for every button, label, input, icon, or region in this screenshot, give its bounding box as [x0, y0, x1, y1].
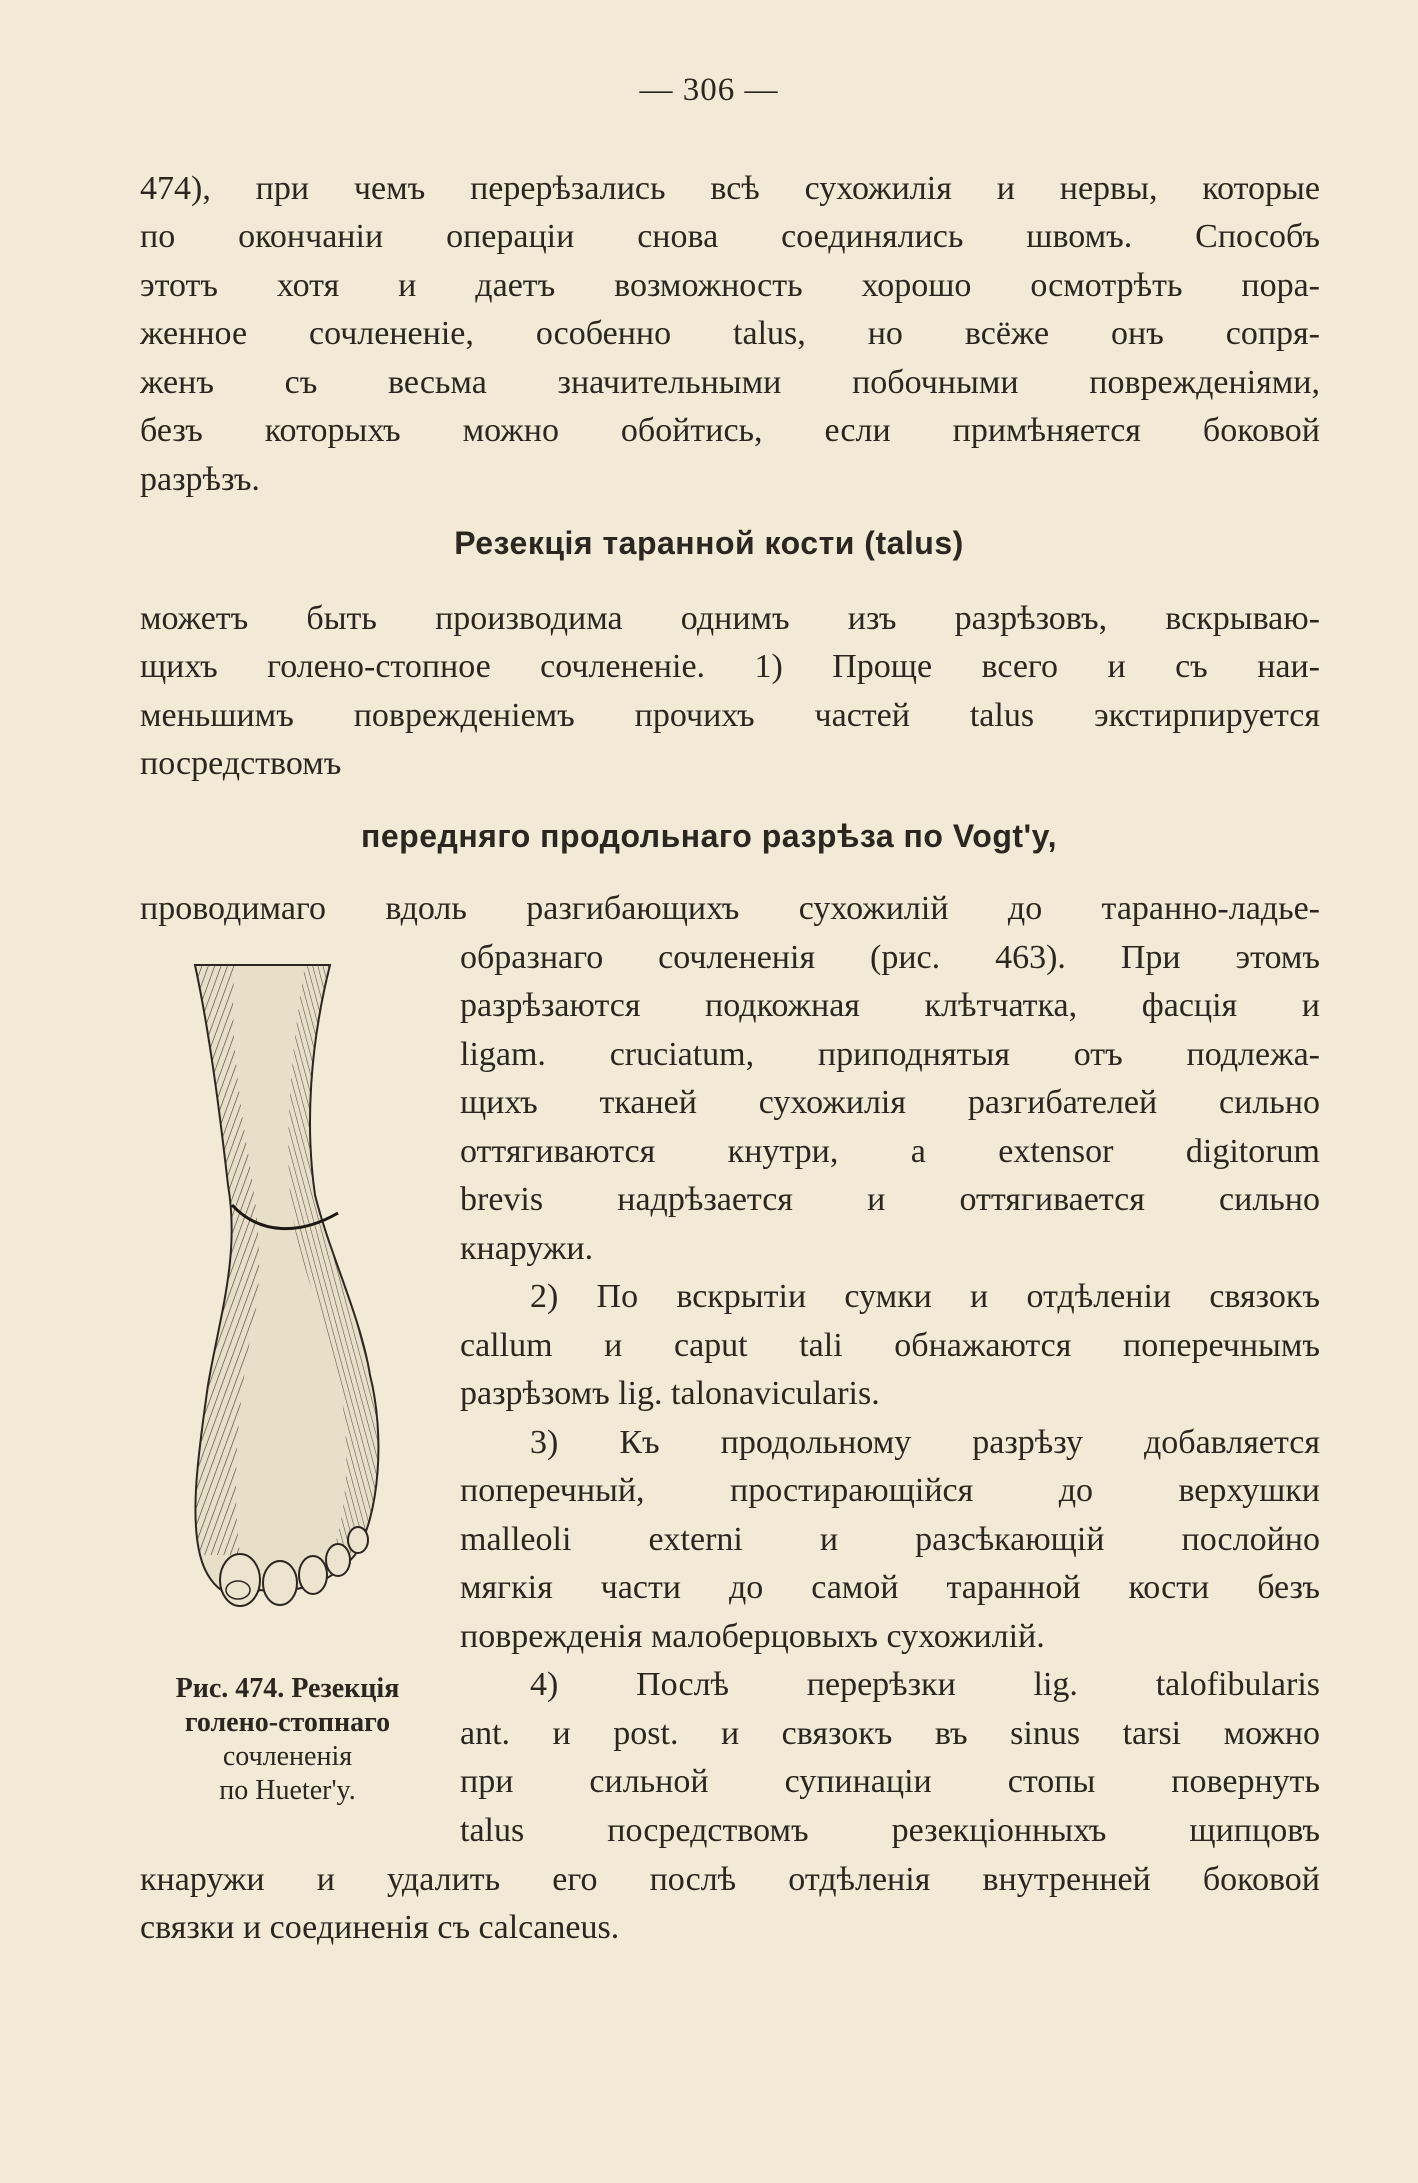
text-line: 474), при чемъ перерѣзались всѣ сухожилія и нервы, которые [140, 170, 1320, 207]
text-line: кнаружи. [460, 1230, 594, 1267]
text-line: женное сочлененіе, особенно talus, но всёже онъ сопря- [140, 315, 1320, 352]
foot-resection-figure [180, 955, 440, 1645]
text-line: посредствомъ [140, 745, 342, 782]
text-line: brevis надрѣзается и оттягивается сильно [460, 1181, 1320, 1218]
text-line: ligam. cruciatum, приподнятыя отъ подлежа- [460, 1036, 1320, 1073]
page-number: — 306 — [639, 72, 779, 108]
text-line: проводимаго вдоль разгибающихъ сухожилій до таранно-ладье- [140, 890, 1320, 927]
text-line: щихъ тканей сухожилія разгибателей сильно [460, 1084, 1320, 1121]
text-line: образнаго сочлененія (рис. 463). При этомъ [460, 939, 1320, 976]
text-line: этотъ хотя и даетъ возможность хорошо осмотрѣть пора- [140, 267, 1320, 304]
subsection-heading: передняго продольнаго разрѣза по Vogt'y, [361, 818, 1057, 854]
text-line: 3) Къ продольному разрѣзу добавляется [530, 1424, 1320, 1461]
text-line: разрѣзъ. [140, 461, 260, 498]
text-line: безъ которыхъ можно обойтись, если примѣняется боковой [140, 412, 1320, 449]
text-line: разрѣзаются подкожная клѣтчатка, фасція и [460, 987, 1320, 1024]
text-line: поперечный, простирающійся до верхушки [460, 1472, 1320, 1509]
figure-caption-line: сочлененія [222, 1741, 353, 1772]
figure-title: Резекція [291, 1673, 400, 1704]
figure-caption [135, 1672, 440, 1808]
text-line: при сильной супинаціи стопы повернуть [460, 1763, 1320, 1800]
text-line: разрѣзомъ lig. talonavicularis. [460, 1375, 880, 1412]
text-line: можетъ быть производима однимъ изъ разрѣзовъ, вскрываю- [140, 600, 1320, 637]
text-line: 4) Послѣ перерѣзки lig. talofibularis [530, 1666, 1320, 1703]
section-heading: Резекція таранной кости (talus) [454, 525, 964, 561]
text-line: оттягиваются кнутри, а extensor digitorum [460, 1133, 1320, 1170]
figure-caption-line: голено-стопнаго [184, 1707, 391, 1738]
text-line: меньшимъ поврежденіемъ прочихъ частей talus экстирпируется [140, 697, 1320, 734]
text-line: ant. и post. и связокъ въ sinus tarsi можно [460, 1715, 1320, 1752]
text-line: 2) По вскрытіи сумки и отдѣленіи связокъ [530, 1278, 1320, 1315]
text-line: кнаружи и удалить его послѣ отдѣленія внутренней боковой [140, 1861, 1320, 1898]
text-line: поврежденія малоберцовыхъ сухожилій. [460, 1618, 1045, 1655]
text-line: по окончаніи операціи снова соединялись швомъ. Способъ [140, 218, 1320, 255]
text-line: связки и соединенія съ calcaneus. [140, 1909, 620, 1946]
text-line: malleoli externi и разсѣкающій послойно [460, 1521, 1320, 1558]
text-line: callum и caput tali обнажаются поперечнымъ [460, 1327, 1320, 1364]
figure-caption-line: по Hueter'y. [219, 1775, 356, 1806]
figure-label: Рис. 474. [175, 1673, 285, 1704]
text-line: женъ съ весьма значительными побочными поврежденіями, [140, 364, 1320, 401]
text-line: talus посредствомъ резекціонныхъ щипцовъ [460, 1812, 1320, 1849]
text-line: щихъ голено-стопное сочлененіе. 1) Проще всего и съ наи- [140, 648, 1320, 685]
text-line: мягкія части до самой таранной кости безъ [460, 1569, 1320, 1606]
